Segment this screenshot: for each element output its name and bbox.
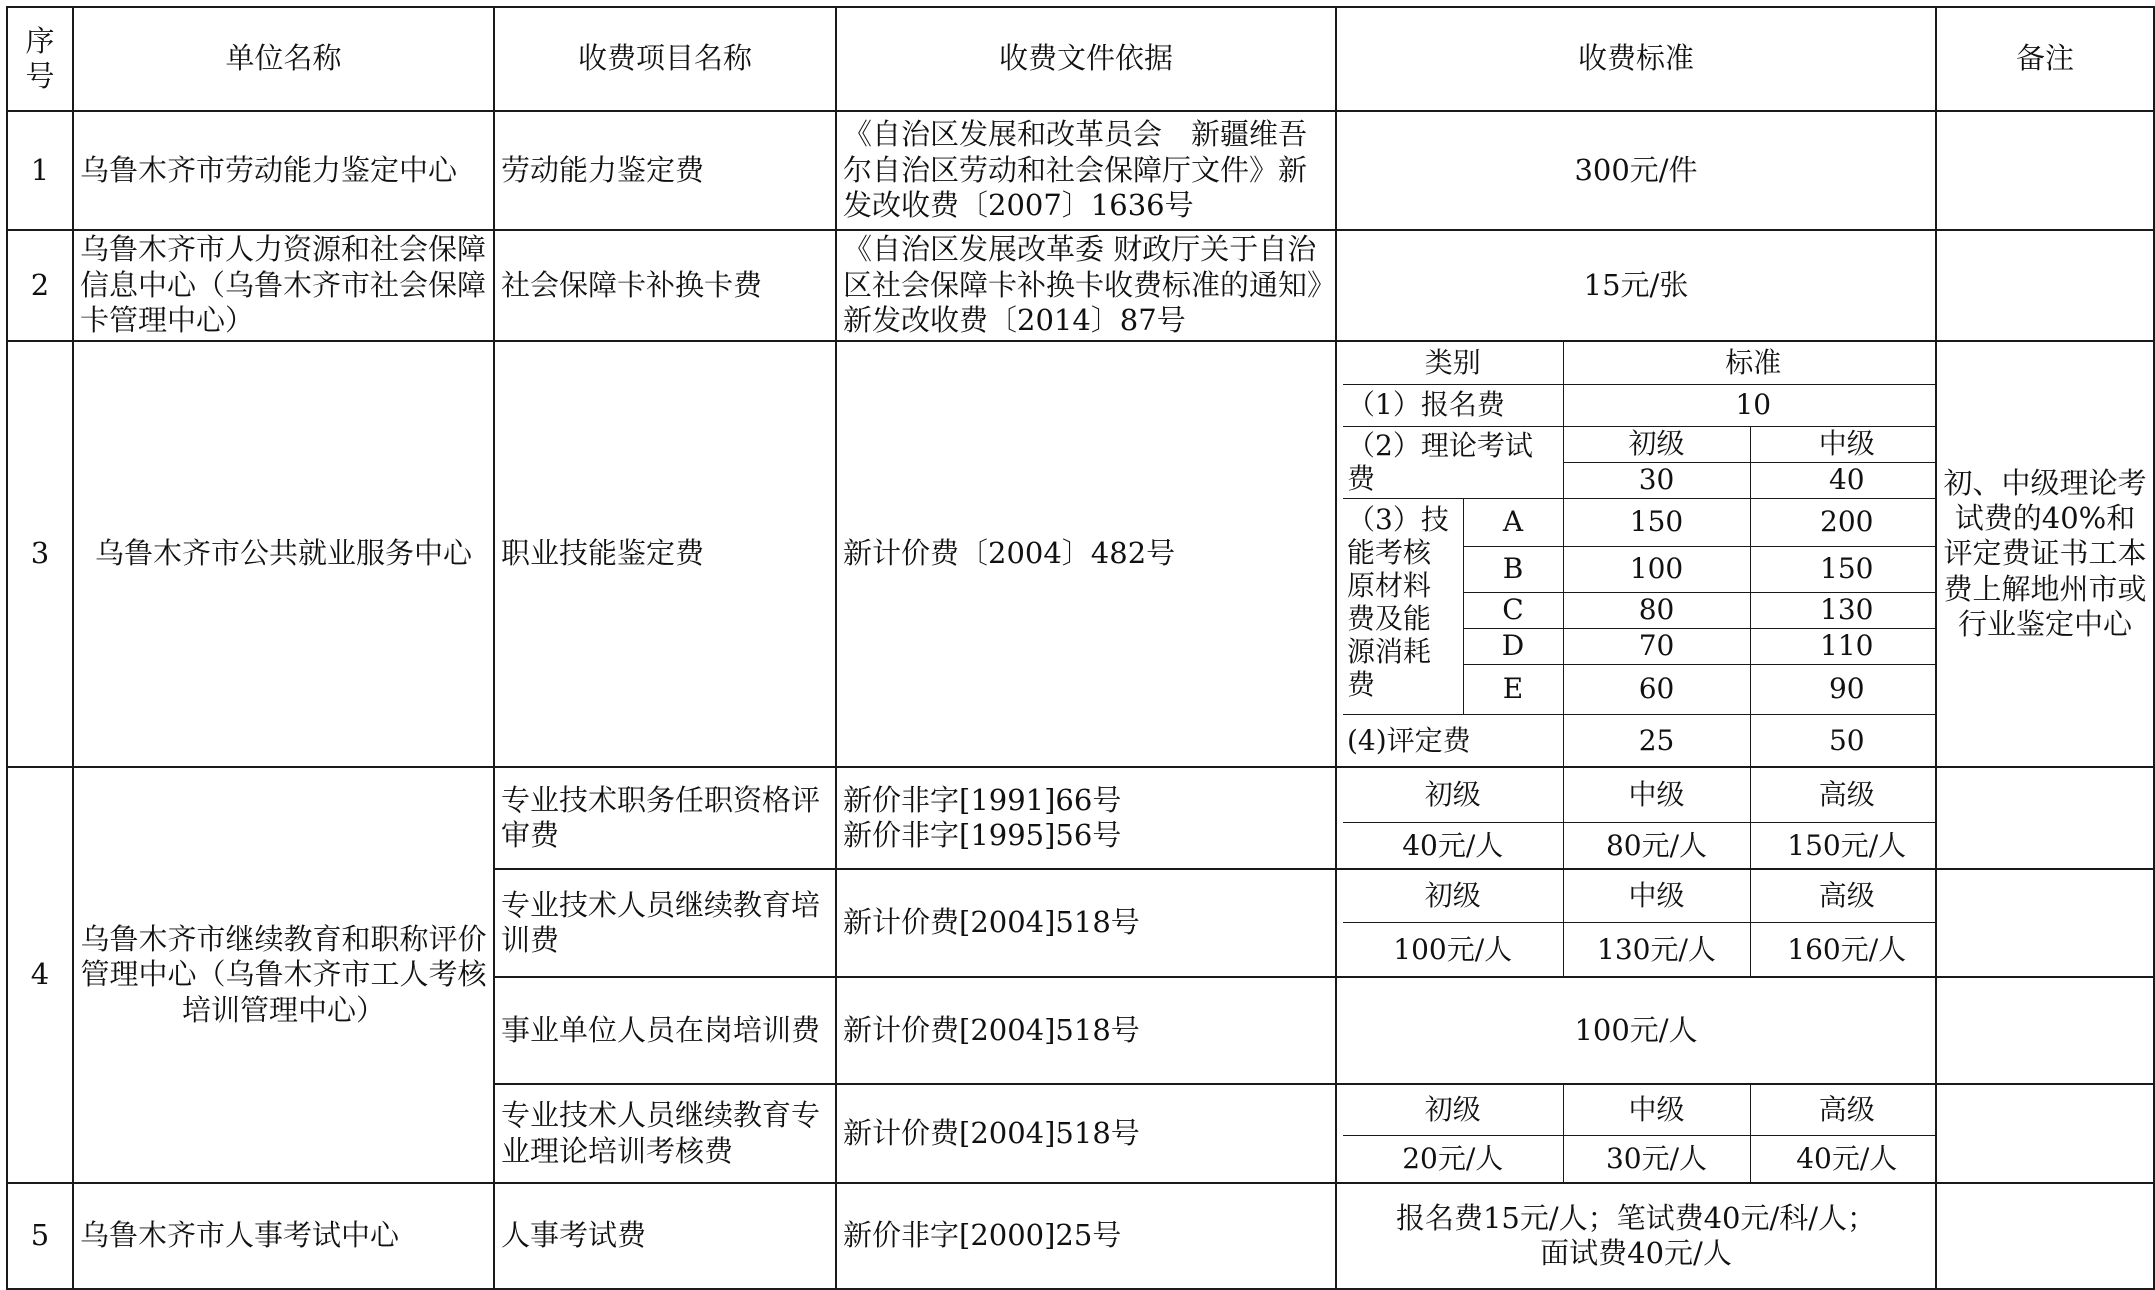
eval-fee-label: (4)评定费 (1343, 714, 1563, 766)
standard-line: 报名费15元/人；笔试费40元/科/人； (1395, 1200, 1877, 1235)
row-standard: 300元/件 (1336, 111, 1936, 230)
fee-table (6, 6, 2155, 1290)
table-row (7, 111, 2154, 230)
row-remark (1936, 1183, 2154, 1289)
fee-senior: 160元/人 (1750, 922, 1936, 976)
header-basis: 收费文件依据 (836, 7, 1336, 111)
standard-line: 面试费40元/人 (1540, 1236, 1732, 1270)
row-standard (1336, 1183, 1936, 1289)
row-item: 专业技术人员继续教育培训费 (494, 869, 836, 977)
level-fee-standard (1336, 1084, 1936, 1183)
row-seq: 2 (7, 230, 73, 341)
level-middle: 中级 (1563, 768, 1750, 822)
row-standard: 100元/人 (1336, 977, 1936, 1084)
row-remark (1936, 977, 2154, 1084)
grade-label: D (1463, 628, 1563, 664)
level-junior: 初级 (1343, 870, 1563, 922)
row-basis: 新计价费[2004]518号 (836, 869, 1336, 977)
row-unit: 乌鲁木齐市人事考试中心 (73, 1183, 494, 1289)
skill-junior-value: 60 (1563, 664, 1750, 714)
eval-middle-value: 50 (1750, 714, 1936, 766)
eval-junior-value: 25 (1563, 714, 1750, 766)
row-remark (1936, 230, 2154, 341)
theory-fee-label: （2）理论考试费 (1343, 426, 1563, 498)
row-item: 专业技术职务任职资格评审费 (494, 767, 836, 869)
header-standard: 收费标准 (1336, 7, 1936, 111)
row-item: 社会保障卡补换卡费 (494, 230, 836, 341)
level-junior: 初级 (1563, 426, 1750, 462)
row-seq: 3 (7, 341, 73, 767)
table-row (7, 1183, 2154, 1289)
table-header-row (7, 7, 2154, 111)
row-remark (1936, 111, 2154, 230)
level-middle: 中级 (1563, 870, 1750, 922)
row-basis: 新计价费〔2004〕482号 (836, 341, 1336, 767)
row-remark (1936, 869, 2154, 977)
grade-label: B (1463, 546, 1563, 592)
level-fee-subtable (1343, 870, 1936, 976)
level-senior: 高级 (1750, 870, 1936, 922)
row-basis: 《自治区发展和改革员会 新疆维吾尔自治区劳动和社会保障厅文件》新发改收费〔2007〕1636号 (836, 111, 1336, 230)
table-row (7, 767, 2154, 869)
skill-fee-subtable (1343, 342, 1936, 766)
fee-senior: 40元/人 (1750, 1135, 1936, 1182)
row-unit: 乌鲁木齐市人力资源和社会保障信息中心（乌鲁木齐市社会保障卡管理中心） (73, 230, 494, 341)
theory-junior-value: 30 (1563, 462, 1750, 498)
subheader-category: 类别 (1343, 342, 1563, 384)
basis-line: 新价非字[1995]56号 (843, 818, 1122, 852)
row-item: 事业单位人员在岗培训费 (494, 977, 836, 1084)
row-standard: 15元/张 (1336, 230, 1936, 341)
skill-middle-value: 150 (1750, 546, 1936, 592)
row-basis: 新计价费[2004]518号 (836, 1084, 1336, 1183)
fee-senior: 150元/人 (1750, 822, 1936, 868)
row-seq: 5 (7, 1183, 73, 1289)
header-seq: 序号 (7, 7, 73, 111)
level-junior: 初级 (1343, 768, 1563, 822)
row-item: 劳动能力鉴定费 (494, 111, 836, 230)
row-seq: 1 (7, 111, 73, 230)
skill-fee-label: （3）技能考核原材料费及能源消耗费 (1343, 498, 1463, 714)
skill-middle-value: 200 (1750, 498, 1936, 546)
level-fee-subtable (1343, 1085, 1936, 1182)
header-unit: 单位名称 (73, 7, 494, 111)
basis-line: 新价非字[1991]66号 (843, 782, 1122, 817)
row-basis: 新计价费[2004]518号 (836, 977, 1336, 1084)
fee-junior: 100元/人 (1343, 922, 1563, 976)
fee-middle: 80元/人 (1563, 822, 1750, 868)
row-basis: 《自治区发展改革委 财政厅关于自治区社会保障卡补换卡收费标准的通知》新发改收费〔2014〕87号 (836, 230, 1336, 341)
row-unit: 乌鲁木齐市继续教育和职称评价管理中心（乌鲁木齐市工人考核培训管理中心） (73, 767, 494, 1183)
skill-junior-value: 150 (1563, 498, 1750, 546)
table-row (7, 341, 2154, 767)
row-item: 人事考试费 (494, 1183, 836, 1289)
level-fee-standard (1336, 869, 1936, 977)
row-item: 专业技术人员继续教育专业理论培训考核费 (494, 1084, 836, 1183)
skill-junior-value: 80 (1563, 592, 1750, 628)
signup-fee-value: 10 (1563, 384, 1936, 426)
level-middle: 中级 (1750, 426, 1936, 462)
row-remark (1936, 767, 2154, 869)
row-remark: 初、中级理论考试费的40%和评定费证书工本费上解地州市或行业鉴定中心 (1936, 341, 2154, 767)
fee-middle: 30元/人 (1563, 1135, 1750, 1182)
level-senior: 高级 (1750, 768, 1936, 822)
fee-junior: 40元/人 (1343, 822, 1563, 868)
row-seq: 4 (7, 767, 73, 1183)
skill-fee-standard (1336, 341, 1936, 767)
fee-junior: 20元/人 (1343, 1135, 1563, 1182)
skill-junior-value: 100 (1563, 546, 1750, 592)
skill-middle-value: 110 (1750, 628, 1936, 664)
level-fee-subtable (1343, 768, 1936, 868)
table-row (7, 230, 2154, 341)
signup-fee-label: （1）报名费 (1343, 384, 1563, 426)
grade-label: C (1463, 592, 1563, 628)
subheader-standard: 标准 (1563, 342, 1936, 384)
theory-middle-value: 40 (1750, 462, 1936, 498)
level-junior: 初级 (1343, 1085, 1563, 1135)
row-unit: 乌鲁木齐市公共就业服务中心 (73, 341, 494, 767)
row-remark (1936, 1084, 2154, 1183)
level-fee-standard (1336, 767, 1936, 869)
grade-label: E (1463, 664, 1563, 714)
level-senior: 高级 (1750, 1085, 1936, 1135)
header-item: 收费项目名称 (494, 7, 836, 111)
skill-junior-value: 70 (1563, 628, 1750, 664)
row-basis: 新价非字[2000]25号 (836, 1183, 1336, 1289)
row-unit: 乌鲁木齐市劳动能力鉴定中心 (73, 111, 494, 230)
header-remark: 备注 (1936, 7, 2154, 111)
fee-middle: 130元/人 (1563, 922, 1750, 976)
grade-label: A (1463, 498, 1563, 546)
skill-middle-value: 130 (1750, 592, 1936, 628)
skill-middle-value: 90 (1750, 664, 1936, 714)
row-basis (836, 767, 1336, 869)
row-item: 职业技能鉴定费 (494, 341, 836, 767)
level-middle: 中级 (1563, 1085, 1750, 1135)
